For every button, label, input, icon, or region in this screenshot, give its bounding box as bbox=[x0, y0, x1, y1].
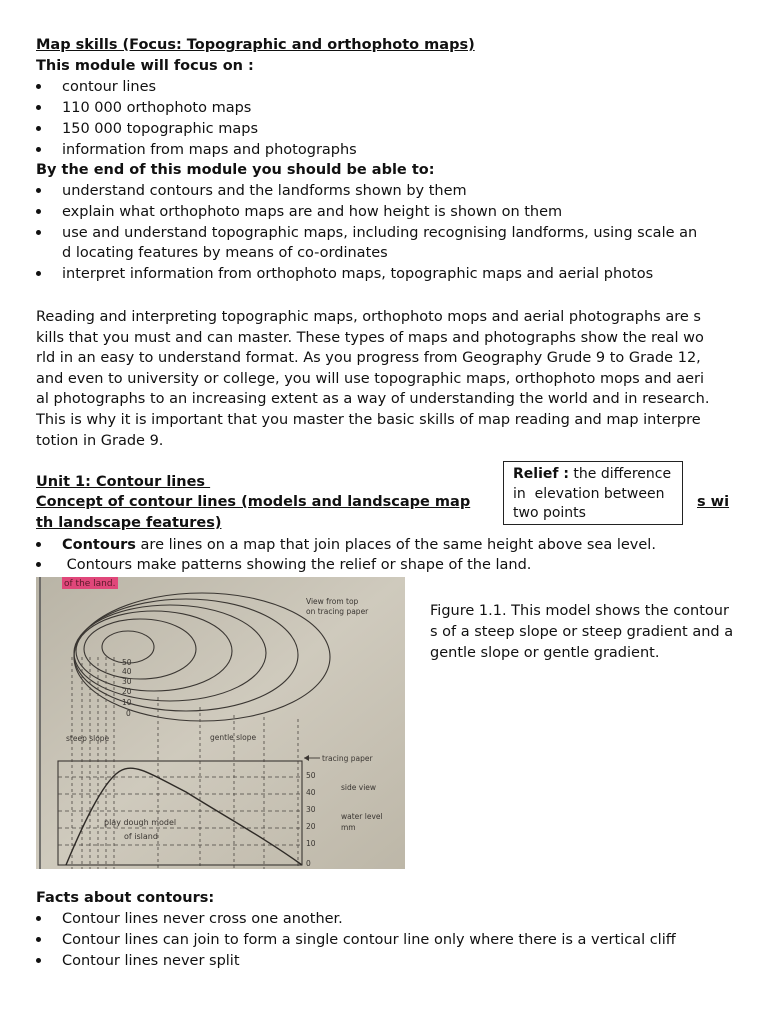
steep-slope-label: steep slope bbox=[66, 734, 110, 743]
water-level-unit: mm bbox=[341, 823, 356, 832]
bullet-icon bbox=[36, 126, 41, 131]
bullet-icon bbox=[36, 542, 41, 547]
intro-paragraph: Reading and interpreting topographic maps, orthophoto mops and aerial photographs are s kills that you must and can master. These types of maps and photographs show the real wo rld in an easy to understand format. As you progress from Geography Grude 9 to Grade 12, and even to university or college, you will use topographic maps, orthophoto mops and aeri al photographs to an increasing extent as a way of understanding the world and in research. This is why it is important that you master the basic skills of map reading and map interpre totion in Grade 9. bbox=[36, 309, 710, 449]
level-label: 20 bbox=[122, 687, 132, 696]
model-label: of island bbox=[124, 832, 158, 841]
contour-model-figure bbox=[36, 577, 405, 869]
level-label: 40 bbox=[122, 667, 132, 676]
bullet-icon bbox=[36, 147, 41, 152]
module-heading: Map skills (Focus: Topographic and orthophoto maps) bbox=[36, 37, 475, 53]
level-label: 0 bbox=[306, 859, 311, 868]
highlight-text: of the land. bbox=[64, 579, 116, 589]
facts-title: Facts about contours: bbox=[36, 890, 215, 906]
level-label: 20 bbox=[306, 822, 316, 831]
model-label: play dough model bbox=[104, 818, 177, 827]
relief-definition-box: Relief : the difference in elevation between two points bbox=[503, 461, 683, 525]
level-label: 10 bbox=[306, 839, 316, 848]
unit-title: Unit 1: Contour lines bbox=[36, 474, 211, 490]
bullet-icon bbox=[36, 230, 41, 235]
bullet-icon bbox=[36, 209, 41, 214]
bullet-icon bbox=[36, 562, 41, 567]
view-label: on tracing paper bbox=[306, 607, 369, 616]
level-label: 30 bbox=[122, 677, 132, 686]
bullet-icon bbox=[36, 916, 41, 921]
level-label: 40 bbox=[306, 788, 316, 797]
bullet-icon bbox=[36, 958, 41, 963]
gentle-slope-label: gentle slope bbox=[210, 733, 257, 742]
tracing-paper-label: tracing paper bbox=[322, 754, 373, 763]
level-label: 50 bbox=[122, 658, 132, 667]
view-label: View from top bbox=[306, 597, 359, 606]
outcomes-intro: By the end of this module you should be able to: bbox=[36, 162, 435, 178]
level-label: 50 bbox=[306, 771, 316, 780]
bullet-icon bbox=[36, 271, 41, 276]
level-label: 10 bbox=[122, 698, 132, 707]
bullet-icon bbox=[36, 188, 41, 193]
figure-caption: Figure 1.1. This model shows the contour s of a steep slope or steep gradient and a gentle slope or gentle gradient. bbox=[430, 603, 734, 661]
concept-heading: Concept of contour lines (models and landscape map bbox=[36, 494, 471, 510]
bullet-icon bbox=[36, 937, 41, 942]
level-label: 0 bbox=[126, 709, 131, 718]
level-label: 30 bbox=[306, 805, 316, 814]
bullet-icon bbox=[36, 105, 41, 110]
concept-heading-cont: th landscape features) bbox=[36, 515, 222, 531]
water-level-label: water level bbox=[341, 812, 383, 821]
side-view-label: side view bbox=[341, 783, 377, 792]
bullet-icon bbox=[36, 84, 41, 89]
concept-heading-tail: s wi bbox=[697, 494, 730, 510]
focus-intro: This module will focus on : bbox=[36, 58, 254, 74]
